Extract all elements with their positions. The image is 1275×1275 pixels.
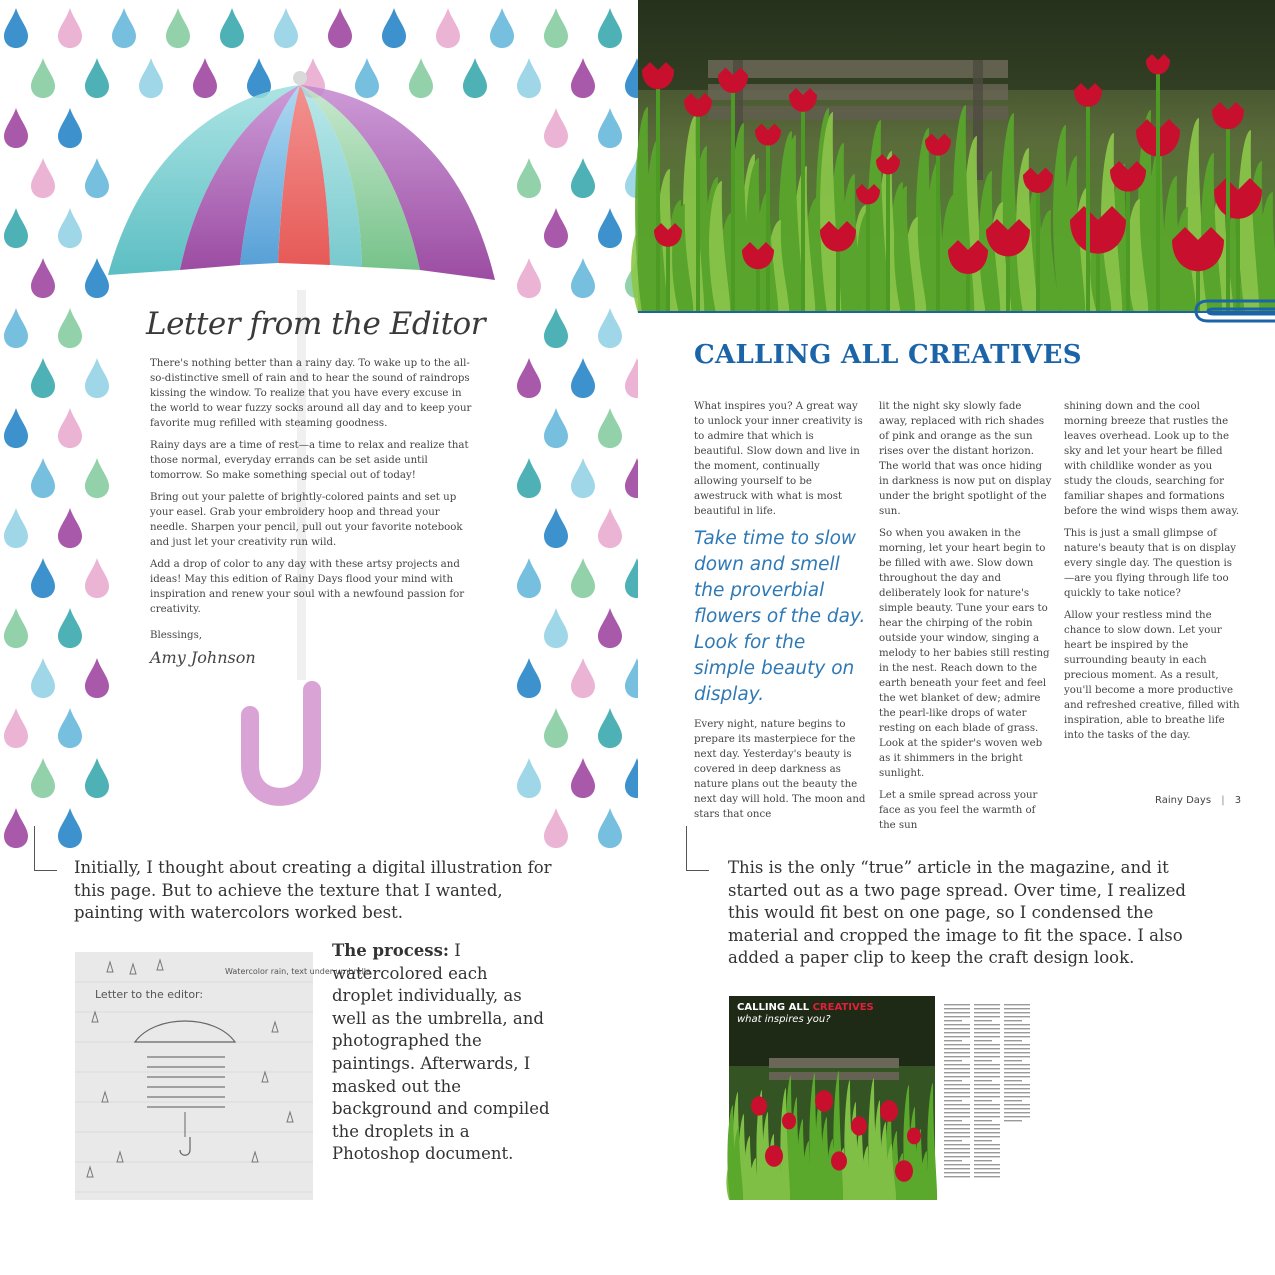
thumbnail-text-line: [944, 1064, 970, 1065]
tulip-stem: [1006, 252, 1010, 313]
raindrop-shape: [571, 358, 595, 398]
process-caption: [332, 940, 552, 1166]
thumbnail-text-line: [1004, 1040, 1022, 1041]
tulip-stem: [1096, 248, 1100, 313]
thumbnail-text-line: [944, 1080, 962, 1081]
page-folio: [1155, 795, 1241, 806]
thumbnail-text-line: [944, 1108, 970, 1109]
raindrop-shape: [4, 8, 28, 48]
raindrop-shape: [598, 708, 622, 748]
thumbnail-text-line: [974, 1032, 1000, 1033]
article-paragraph: Every night, nature begins to prepare its masterpiece for the next day. Yesterday's beauty is covered in deep darkness as nature plans out the beauty the next day will hold. The moon and stars that once: [694, 719, 866, 820]
thumbnail-text-line: [944, 1004, 970, 1005]
thumbnail-text-line: [1004, 1004, 1030, 1005]
thumbnail-text-line: [1004, 1024, 1030, 1025]
sketch-note-title: Letter to the editor:: [95, 988, 204, 1001]
raindrop-shape: [58, 408, 82, 448]
article-column-3: [1064, 399, 1240, 750]
caption-bracket: [34, 826, 57, 871]
thumbnail-text-line: [974, 1160, 992, 1161]
process-description: I watercolored each droplet individually, as well as the umbrella, and photographed the paintings. Afterwards, I masked out the background and compiled the droplets in a Photoshop document.: [332, 941, 550, 1164]
thumbnail-text-line: [974, 1168, 1000, 1169]
thumbnail-text-line: [944, 1032, 970, 1033]
thumbnail-text-line: [944, 1100, 962, 1101]
thumbnail-text-line: [974, 1144, 1000, 1145]
raindrop-shape: [598, 508, 622, 548]
tulip-stem: [696, 114, 700, 313]
tulip-stem: [756, 266, 760, 313]
raindrop-shape: [517, 358, 541, 398]
thumbnail-text-line: [974, 1100, 992, 1101]
thumbnail-tulip: [782, 1113, 796, 1130]
raindrop-shape: [544, 808, 568, 848]
tulip-stem: [1126, 188, 1130, 313]
thumbnail-title: [737, 1002, 874, 1013]
tulip-stem: [801, 109, 805, 313]
thumbnail-text-line: [974, 1028, 1000, 1029]
thumbnail-text-columns: [944, 1004, 1036, 1200]
raindrop-shape: [58, 708, 82, 748]
thumbnail-title-a: CALLING ALL: [737, 1002, 813, 1013]
thumbnail-text-line: [944, 1012, 970, 1013]
tulip-stem: [886, 172, 890, 313]
tulip-stem: [866, 202, 870, 313]
right-caption: This is the only “true” article in the magazine, and it started out as a two page spread. Over time, I realized this would fit best on one page, so I condensed the material and cropped the image to fit the space. I also added a paper clip to keep the craft design look.: [728, 858, 1186, 968]
thumbnail-text-line: [1004, 1084, 1030, 1085]
thumbnail-text-line: [944, 1020, 962, 1021]
thumbnail-text-line: [974, 1116, 1000, 1117]
raindrop-shape: [571, 458, 595, 498]
tulip-stem: [1156, 72, 1160, 313]
thumbnail-text-line: [974, 1172, 1000, 1173]
editor-letter-title: Letter from the Editor: [146, 306, 486, 342]
thumbnail-text-line: [974, 1112, 1000, 1113]
raindrop-shape: [31, 558, 55, 598]
thumbnail-text-line: [944, 1112, 970, 1113]
umbrella-sketch-photo: [75, 952, 371, 1200]
thumbnail-text-line: [974, 1008, 1000, 1009]
thumbnail-text-line: [944, 1160, 962, 1161]
sketch-note-right: Watercolor rain, text under umbrella: [225, 967, 371, 976]
thumbnail-text-line: [944, 1052, 970, 1053]
thumbnail-text-line: [974, 1064, 1000, 1065]
thumbnail-text-line: [974, 1156, 1000, 1157]
thumbnail-text-line: [944, 1104, 970, 1105]
raindrop-shape: [112, 8, 136, 48]
raindrop-shape: [598, 108, 622, 148]
thumbnail-text-line: [944, 1060, 962, 1061]
thumbnail-text-line: [1004, 1064, 1030, 1065]
tulip-stem: [766, 143, 770, 313]
article-paragraph: lit the night sky slowly fade away, replaced with rich shades of pink and orange as the sun rises over the distant horizon. The world that was once hiding in darkness is now put on display under the bright spotlight of the sun.: [879, 401, 1052, 517]
raindrop-shape: [31, 758, 55, 798]
tulip-stem: [836, 248, 840, 313]
tulip-stem: [936, 153, 940, 313]
raindrop-shape: [4, 108, 28, 148]
thumbnail-text-line: [1004, 1020, 1022, 1021]
thumbnail-text-line: [944, 1072, 970, 1073]
thumbnail-text-line: [944, 1076, 970, 1077]
thumbnail-text-line: [1004, 1072, 1030, 1073]
process-label: The process:: [332, 941, 449, 960]
thumbnail-tulip: [751, 1096, 767, 1115]
thumbnail-text-line: [974, 1124, 1000, 1125]
raindrop-shape: [4, 408, 28, 448]
raindrop-shape: [31, 58, 55, 98]
caption-bracket: [686, 826, 709, 871]
raindrop-shape: [58, 608, 82, 648]
thumbnail-text-line: [944, 1120, 962, 1121]
thumbnail-text-line: [944, 1036, 970, 1037]
article-paragraph: This is just a small glimpse of nature's beauty that is on display every single day. The question is—are you flying through life too quickly to take notice?: [1064, 528, 1237, 599]
thumbnail-text-line: [974, 1136, 1000, 1137]
folio-name: Rainy Days: [1155, 795, 1212, 806]
thumbnail-text-line: [974, 1012, 1000, 1013]
raindrop-shape: [436, 8, 460, 48]
thumbnail-text-line: [944, 1144, 970, 1145]
thumbnail-text-line: [974, 1164, 1000, 1165]
thumbnail-text-line: [1004, 1012, 1030, 1013]
sign-off: Blessings,: [150, 630, 203, 641]
raindrop-shape: [58, 108, 82, 148]
thumbnail-text-line: [1004, 1044, 1030, 1045]
thumbnail-text-line: [974, 1084, 1000, 1085]
article-title: CALLING ALL CREATIVES: [694, 340, 1082, 370]
thumbnail-text-line: [1004, 1048, 1030, 1049]
thumbnail-text-line: [1004, 1080, 1022, 1081]
raindrop-shape: [166, 8, 190, 48]
thumbnail-text-line: [974, 1108, 1000, 1109]
thumbnail-text-line: [1004, 1076, 1030, 1077]
thumbnail-text-line: [1004, 1100, 1022, 1101]
raindrop-shape: [544, 108, 568, 148]
raindrop-shape: [598, 308, 622, 348]
thumbnail-tulip: [880, 1100, 898, 1122]
thumbnail-text-line: [944, 1132, 970, 1133]
raindrop-shape: [4, 708, 28, 748]
raindrop-shape: [58, 208, 82, 248]
thumbnail-text-line: [944, 1056, 970, 1057]
thumbnail-tulip: [895, 1160, 913, 1182]
raindrop-shape: [544, 8, 568, 48]
thumbnail-text-line: [1004, 1056, 1030, 1057]
raindrop-shape: [571, 658, 595, 698]
thumbnail-text-line: [974, 1128, 1000, 1129]
raindrop-shape: [598, 608, 622, 648]
thumbnail-text-line: [974, 1020, 992, 1021]
raindrop-shape: [4, 608, 28, 648]
article-paragraph: So when you awaken in the morning, let your heart begin to be filled with awe. Slow down throughout the day and deliberately look for nature's simple beauty. Tune your ears to hear the chirping of the robin outside your window, singing a melody to her babies still resting in the nest. Reach down to the earth beneath your feet and feel the wet blanket of dew; admire the pearl-like drops of water resting on each blade of grass. Look at the spider's woven web as it shimmers in the bright sunlight.: [879, 528, 1050, 779]
thumbnail-text-line: [944, 1164, 970, 1165]
raindrop-shape: [544, 308, 568, 348]
tulip-stem: [731, 90, 735, 313]
thumbnail-text-line: [974, 1092, 1000, 1093]
thumbnail-text-line: [944, 1028, 970, 1029]
thumbnail-text-line: [974, 1024, 1000, 1025]
thumbnail-text-line: [974, 1040, 992, 1041]
thumbnail-photo: [729, 996, 935, 1200]
thumbnail-text-line: [1004, 1052, 1030, 1053]
raindrop-shape: [517, 158, 541, 198]
thumbnail-text-line: [944, 1048, 970, 1049]
left-caption: Initially, I thought about creating a digital illustration for this page. But to achieve the texture that I wanted, painting with watercolors worked best.: [74, 858, 552, 923]
thumbnail-text-line: [944, 1044, 970, 1045]
thumbnail-text-line: [944, 1124, 970, 1125]
editor-paragraph: Rainy days are a time of rest—a time to relax and realize that those normal, everyday errands can be set aside until tomorrow. So make something special out of today!: [150, 440, 469, 481]
thumbnail-text-line: [974, 1176, 1000, 1177]
article-paragraph: What inspires you? A great way to unlock your inner creativity is to admire that which is beautiful. Slow down and live in the moment, continually allowing yourself to be awestruck with what is most beautiful in life.: [694, 401, 863, 517]
raindrop-shape: [4, 808, 28, 848]
thumbnail-text-line: [974, 1060, 992, 1061]
thumbnail-text-line: [974, 1068, 1000, 1069]
article-paragraph: Let a smile spread across your face as you feel the warmth of the sun: [879, 790, 1038, 831]
thumbnail-text-line: [944, 1016, 970, 1017]
paper-clip-icon: [1194, 295, 1275, 329]
thumbnail-text-line: [944, 1152, 970, 1153]
raindrop-shape: [31, 158, 55, 198]
thumbnail-text-line: [944, 1176, 970, 1177]
raindrop-shape: [517, 458, 541, 498]
raindrop-shape: [571, 158, 595, 198]
raindrop-shape: [4, 208, 28, 248]
thumbnail-text-line: [1004, 1016, 1030, 1017]
tulip-stem: [1036, 190, 1040, 313]
raindrop-shape: [598, 408, 622, 448]
thumbnail-tulip: [851, 1116, 867, 1135]
raindrop-shape: [544, 708, 568, 748]
raindrop-shape: [517, 58, 541, 98]
raindrop-shape: [58, 508, 82, 548]
thumbnail-tulip: [831, 1151, 847, 1170]
thumbnail-text-line: [944, 1068, 970, 1069]
raindrop-shape: [517, 258, 541, 298]
folio-separator: |: [1221, 795, 1225, 806]
thumbnail-text-line: [944, 1140, 962, 1141]
raindrop-shape: [571, 58, 595, 98]
thumbnail-title-b: CREATIVES: [812, 1002, 874, 1013]
raindrop-shape: [571, 758, 595, 798]
raindrop-shape: [544, 208, 568, 248]
thumbnail-text-line: [1004, 1036, 1030, 1037]
thumbnail-text-line: [974, 1096, 1000, 1097]
tulip-stem: [966, 270, 970, 313]
thumbnail-text-line: [1004, 1120, 1022, 1121]
raindrop-shape: [382, 8, 406, 48]
thumbnail-text-line: [1004, 1092, 1030, 1093]
thumbnail-text-line: [1004, 1060, 1022, 1061]
thumbnail-text-line: [974, 1132, 1000, 1133]
editor-paragraph: Bring out your palette of brightly-colored paints and set up your easel. Grab your embroidery hoop and thread your needle. Sharpen your pencil, pull out your favorite notebook and just let your creativity run wild.: [150, 492, 463, 548]
thumbnail-text-line: [974, 1120, 992, 1121]
raindrop-shape: [544, 408, 568, 448]
thumbnail-text-line: [974, 1048, 1000, 1049]
thumbnail-text-line: [974, 1148, 1000, 1149]
thumbnail-text-line: [944, 1136, 970, 1137]
raindrop-shape: [517, 558, 541, 598]
thumbnail-text-line: [1004, 1104, 1030, 1105]
article-paragraph: shining down and the cool morning breeze that rustles the leaves overhead. Look up to the sky and let your heart be filled with childlike wonder as you study the clouds, searching for familiar shapes and formations before the wind wisps them away.: [1064, 401, 1240, 517]
thumbnail-text-line: [974, 1036, 1000, 1037]
raindrop-shape: [598, 808, 622, 848]
editor-letter-page: [0, 0, 638, 825]
thumbnail-text-line: [944, 1084, 970, 1085]
thumbnail-text-line: [974, 1052, 1000, 1053]
tulip-photo: [638, 0, 1275, 313]
raindrop-shape: [598, 208, 622, 248]
thumbnail-text-line: [944, 1116, 970, 1117]
editor-signature: Amy Johnson: [150, 648, 256, 667]
thumbnail-text-line: [1004, 1116, 1030, 1117]
thumbnail-text-line: [1004, 1008, 1030, 1009]
thumbnail-text-line: [974, 1016, 1000, 1017]
thumbnail-text-line: [944, 1088, 970, 1089]
raindrop-shape: [490, 8, 514, 48]
article-column-2: [879, 399, 1053, 840]
article-paragraph: Allow your restless mind the chance to slow down. Let your heart be inspired by the surrounding beauty in each precious moment. As a result, you'll become a more productive and refreshed creative, filled with inspiration, able to breathe life into the tasks of the day.: [1064, 610, 1240, 741]
folio-page-number: 3: [1234, 795, 1242, 806]
original-spread-thumbnail: [729, 996, 935, 1200]
raindrop-shape: [598, 8, 622, 48]
thumbnail-subtitle: what inspires you?: [737, 1014, 831, 1025]
thumbnail-text-line: [974, 1044, 1000, 1045]
thumbnail-text-line: [974, 1104, 1000, 1105]
raindrop-shape: [517, 658, 541, 698]
thumbnail-text-line: [944, 1156, 970, 1157]
raindrop-shape: [4, 508, 28, 548]
raindrop-shape: [58, 8, 82, 48]
raindrop-shape: [31, 358, 55, 398]
article-column-1: [694, 399, 866, 829]
thumbnail-tulip: [765, 1145, 783, 1167]
raindrop-shape: [517, 758, 541, 798]
thumbnail-text-line: [974, 1140, 992, 1141]
raindrop-shape: [220, 8, 244, 48]
thumbnail-text-line: [944, 1096, 970, 1097]
thumbnail-text-line: [974, 1056, 1000, 1057]
tulip-stem: [1226, 126, 1230, 313]
thumbnail-text-line: [1004, 1096, 1030, 1097]
raindrop-shape: [328, 8, 352, 48]
thumbnail-tulip: [815, 1090, 833, 1112]
editor-paragraph: Add a drop of color to any day with these artsy projects and ideas! May this edition of Rainy Days flood your mind with inspiration and renew your soul with a newfound passion for creativity.: [150, 559, 465, 615]
raindrop-shape: [571, 558, 595, 598]
thumbnail-text-line: [1004, 1028, 1030, 1029]
raindrop-shape: [31, 458, 55, 498]
pull-quote: Take time to slow down and smell the proverbial flowers of the day. Look for the simple beauty on display.: [694, 528, 866, 705]
thumbnail-text-line: [1004, 1032, 1030, 1033]
raindrop-shape: [544, 508, 568, 548]
thumbnail-tulip: [907, 1128, 921, 1145]
thumbnail-text-line: [1004, 1108, 1030, 1109]
thumbnail-text-line: [944, 1092, 970, 1093]
thumbnail-text-line: [1004, 1088, 1030, 1089]
thumbnail-text-line: [944, 1172, 970, 1173]
raindrop-shape: [544, 608, 568, 648]
thumbnail-text-line: [974, 1080, 992, 1081]
raindrop-shape: [58, 808, 82, 848]
thumbnail-text-line: [944, 1128, 970, 1129]
raindrop-shape: [31, 658, 55, 698]
raindrop-shape: [571, 258, 595, 298]
editor-paragraph: There's nothing better than a rainy day. To wake up to the all-so-distinctive smell of rain and to hear the sound of raindrops kissing the window. To realize that you have every excuse in the world to wear fuzzy socks around all day and to keep your favorite mug refilled with steaming goodness.: [150, 358, 472, 429]
thumbnail-text-line: [974, 1088, 1000, 1089]
editor-letter-body: [150, 356, 476, 624]
tulip-stem: [666, 244, 670, 313]
raindrop-shape: [274, 8, 298, 48]
thumbnail-text-line: [944, 1008, 970, 1009]
thumbnail-text-line: [944, 1024, 970, 1025]
thumbnail-text-line: [974, 1076, 1000, 1077]
thumbnail-text-line: [974, 1072, 1000, 1073]
thumbnail-text-line: [974, 1152, 1000, 1153]
thumbnail-text-line: [1004, 1112, 1030, 1113]
raindrop-shape: [4, 308, 28, 348]
tulip-stem: [656, 86, 660, 313]
thumbnail-text-line: [944, 1148, 970, 1149]
thumbnail-text-line: [974, 1004, 1000, 1005]
thumbnail-text-line: [1004, 1068, 1030, 1069]
thumbnail-text-line: [944, 1168, 970, 1169]
raindrop-shape: [31, 258, 55, 298]
raindrop-shape: [58, 308, 82, 348]
tulip-stem: [1086, 104, 1090, 313]
thumbnail-text-line: [944, 1040, 962, 1041]
